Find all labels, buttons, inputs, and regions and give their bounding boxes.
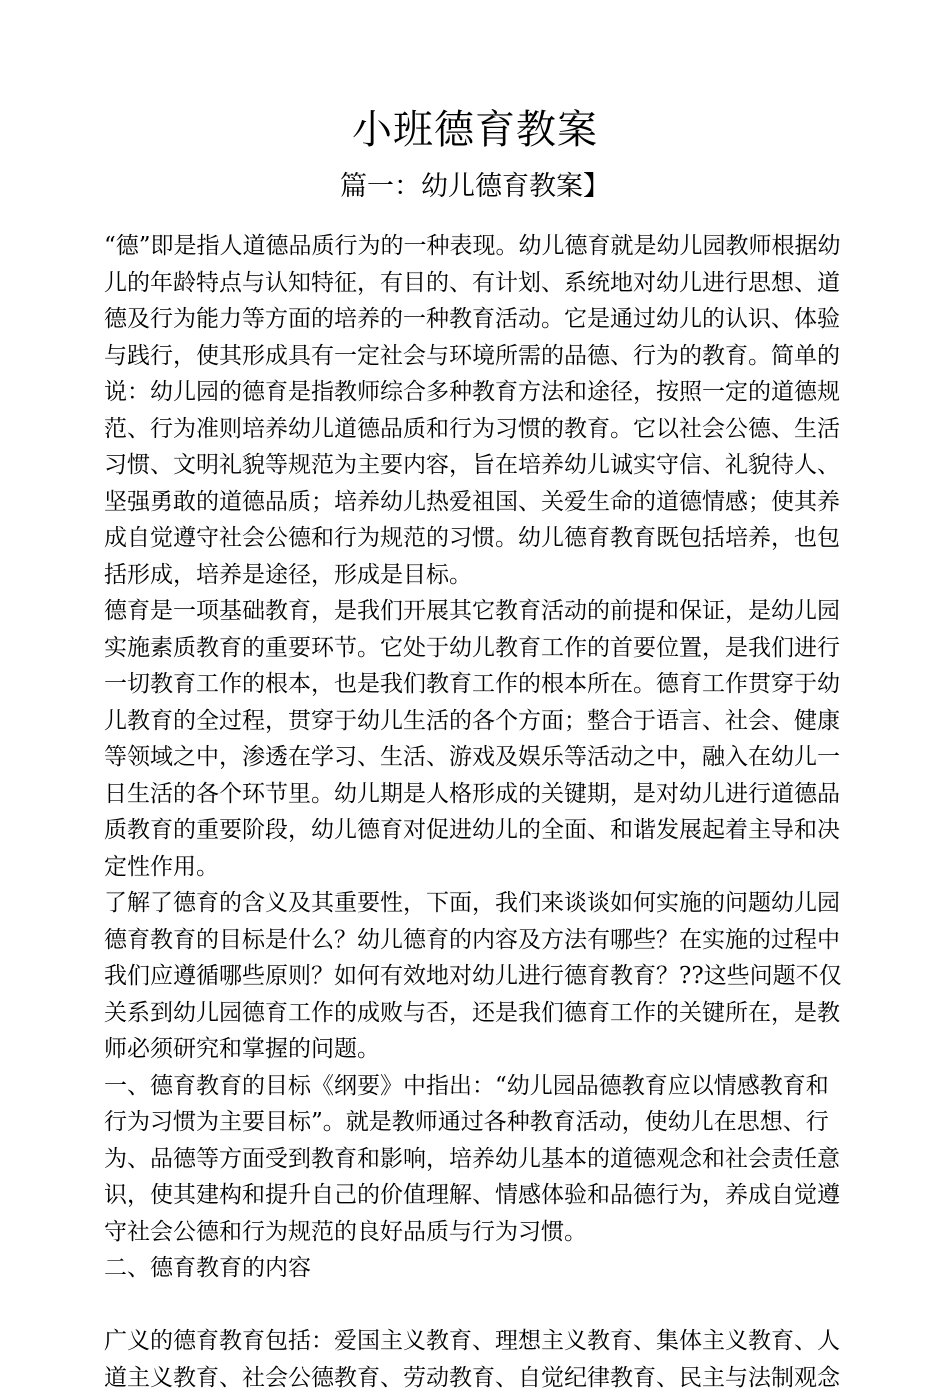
body-text-line: 实施素质教育的重要环节。它处于幼儿教育工作的首要位置，是我们进行 [104, 630, 864, 667]
body-text-line: 日生活的各个环节里。幼儿期是人格形成的关键期，是对幼儿进行道德品 [104, 776, 864, 813]
body-text-line: 定性作用。 [104, 849, 864, 886]
body-text-line: 行为习惯为主要目标”。就是教师通过各种教育活动，使幼儿在思想、行 [104, 1104, 864, 1141]
body-text-line: 说：幼儿园的德育是指教师综合多种教育方法和途径，按照一定的道德规 [104, 374, 864, 411]
body-text-line: 师必须研究和掌握的问题。 [104, 1031, 864, 1068]
body-text-line: 一切教育工作的根本，也是我们教育工作的根本所在。德育工作贯穿于幼 [104, 666, 864, 703]
body-text-line: 德及行为能力等方面的培养的一种教育活动。它是通过幼儿的认识、体验 [104, 301, 864, 338]
body-text-line: 我们应遵循哪些原则？如何有效地对幼儿进行德育教育？??这些问题不仅 [104, 958, 864, 995]
body-text-line: 守社会公德和行为规范的良好品质与行为习惯。 [104, 1214, 864, 1251]
body-text-line: 为、品德等方面受到教育和影响，培养幼儿基本的道德观念和社会责任意 [104, 1141, 864, 1178]
body-text-line: 习惯、文明礼貌等规范为主要内容，旨在培养幼儿诚实守信、礼貌待人、 [104, 447, 864, 484]
body-text-line: 了解了德育的含义及其重要性，下面，我们来谈谈如何实施的问题幼儿园 [104, 885, 864, 922]
body-text-line: 等领域之中，渗透在学习、生活、游戏及娱乐等活动之中，融入在幼儿一 [104, 739, 864, 776]
body-text-line: 识，使其建构和提升自己的价值理解、情感体验和品德行为，养成自觉遵 [104, 1177, 864, 1214]
body-text-line: 范、行为准则培养幼儿道德品质和行为习惯的教育。它以社会公德、生活 [104, 411, 864, 448]
document-body [104, 228, 864, 1396]
body-text-line: 质教育的重要阶段，幼儿德育对促进幼儿的全面、和谐发展起着主导和决 [104, 812, 864, 849]
body-text-line: 儿教育的全过程，贯穿于幼儿生活的各个方面；整合于语言、社会、健康 [104, 703, 864, 740]
body-text-line: 成自觉遵守社会公德和行为规范的习惯。幼儿德育教育既包括培养，也包 [104, 520, 864, 557]
body-text-line: 与践行，使其形成具有一定社会与环境所需的品德、行为的教育。简单的 [104, 338, 864, 375]
body-text-line: 道主义教育、社会公德教育、劳动教育、自觉纪律教育、民主与法制观念 [104, 1360, 864, 1396]
body-text-line: 括形成，培养是途径，形成是目标。 [104, 557, 864, 594]
body-text-line: 坚强勇敢的道德品质；培养幼儿热爱祖国、关爱生命的道德情感；使其养 [104, 484, 864, 521]
body-text-line: “德”即是指人道德品质行为的一种表现。幼儿德育就是幼儿园教师根据幼 [104, 228, 864, 265]
body-text-line: 德育教育的目标是什么？幼儿德育的内容及方法有哪些？在实施的过程中 [104, 922, 864, 959]
body-text-line: 儿的年龄特点与认知特征，有目的、有计划、系统地对幼儿进行思想、道 [104, 265, 864, 302]
body-text-line: 二、德育教育的内容 [104, 1250, 864, 1287]
body-text-line: 一、德育教育的目标《纲要》中指出：“幼儿园品德教育应以情感教育和 [104, 1068, 864, 1105]
body-text-line: 德育是一项基础教育，是我们开展其它教育活动的前提和保证，是幼儿园 [104, 593, 864, 630]
body-text-line: 关系到幼儿园德育工作的成败与否，还是我们德育工作的关键所在，是教 [104, 995, 864, 1032]
blank-line [104, 1287, 864, 1324]
document-title: 小班德育教案 [0, 104, 950, 156]
document-subtitle: 篇一：幼儿德育教案】 [0, 168, 950, 206]
body-text-line: 广义的德育教育包括：爱国主义教育、理想主义教育、集体主义教育、人 [104, 1323, 864, 1360]
